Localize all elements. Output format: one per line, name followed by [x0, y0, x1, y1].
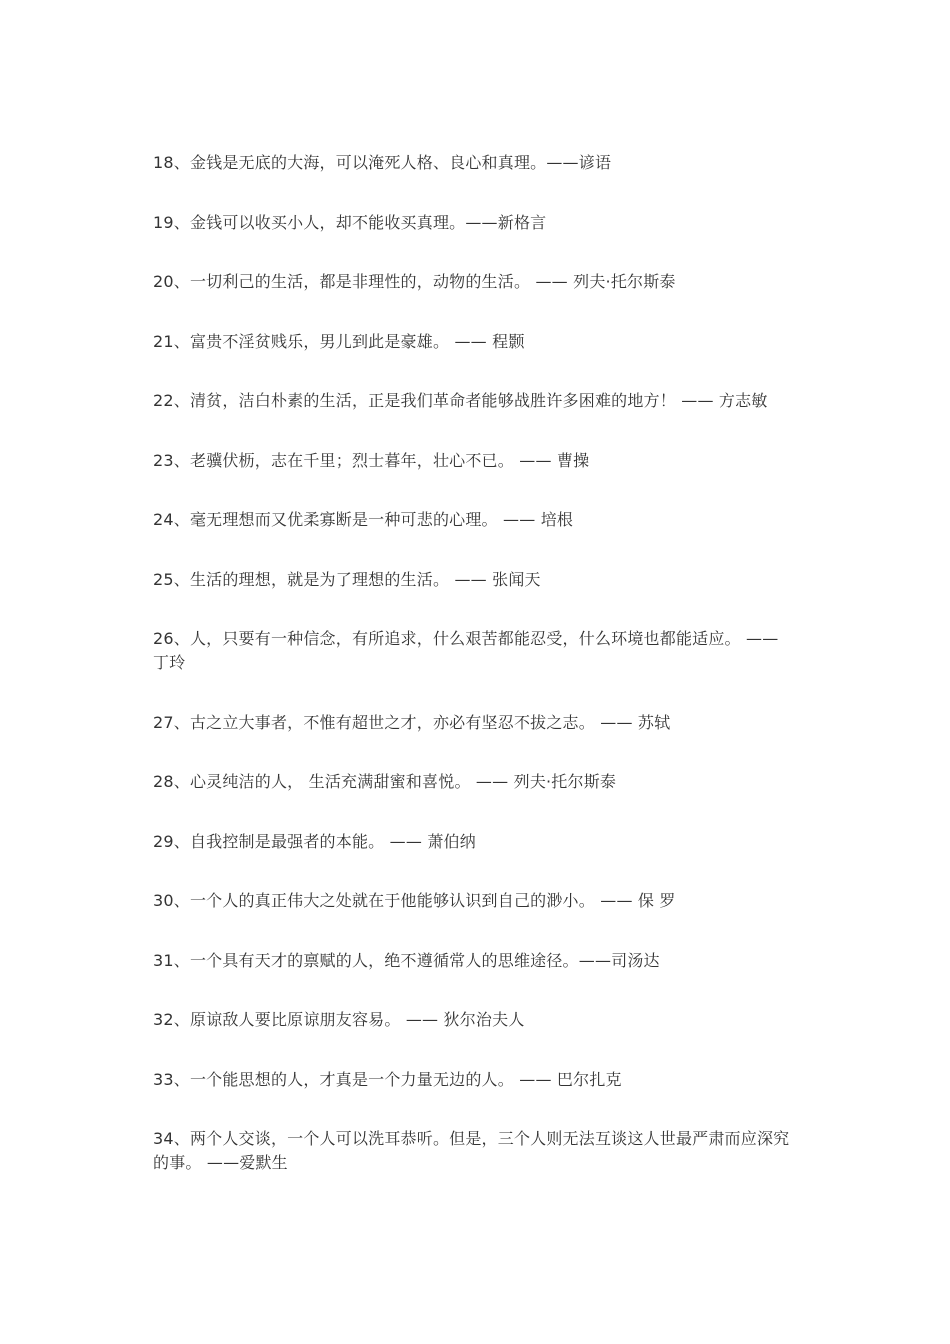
quote-item: 26、人，只要有一种信念，有所追求，什么艰苦都能忍受，什么环境也都能适应。 —— 丁玲 — [153, 629, 779, 672]
quote-item: 30、一个人的真正伟大之处就在于他能够认识到自己的渺小。 —— 保 罗 — [153, 891, 676, 910]
quote-item: 31、一个具有天才的禀赋的人，绝不遵循常人的思维途径。——司汤达 — [153, 950, 660, 970]
quote-item: 23、老骥伏枥，志在千里；烈士暮年，壮心不已。 —— 曹操 — [153, 450, 590, 470]
quote-item: 28、心灵纯洁的人， 生活充满甜蜜和喜悦。 —— 列夫·托尔斯泰 — [153, 772, 617, 791]
quote-item: 29、自我控制是最强者的本能。 —— 萧伯纳 — [153, 831, 476, 851]
quote-list — [153, 151, 798, 1211]
quote-item: 24、毫无理想而又优柔寡断是一种可悲的心理。 —— 培根 — [153, 510, 574, 529]
quote-item: 19、金钱可以收买小人，却不能收买真理。——新格言 — [153, 212, 547, 232]
quote-item: 18、金钱是无底的大海，可以淹死人格、良心和真理。——谚语 — [153, 153, 612, 172]
quote-item: 33、一个能思想的人，才真是一个力量无边的人。 —— 巴尔扎克 — [153, 1069, 622, 1089]
quote-item: 22、清贫，洁白朴素的生活，正是我们革命者能够战胜许多困难的地方！ —— 方志敏 — [153, 391, 768, 410]
quote-item: 20、一切利己的生活，都是非理性的，动物的生活。 —— 列夫·托尔斯泰 — [153, 272, 676, 291]
quote-item: 25、生活的理想，就是为了理想的生活。 —— 张闻天 — [153, 569, 541, 589]
quote-item: 21、富贵不淫贫贱乐，男儿到此是豪雄。 —— 程颢 — [153, 331, 525, 351]
quote-item: 32、原谅敌人要比原谅朋友容易。 —— 狄尔治夫人 — [153, 1010, 525, 1029]
quote-item: 34、两个人交谈，一个人可以洗耳恭听。但是，三个人则无法互谈这人世最严肃而应深究的事。 ——爱默生 — [153, 1129, 790, 1172]
quote-item: 27、古之立大事者，不惟有超世之才，亦必有坚忍不拔之志。 —— 苏轼 — [153, 712, 671, 732]
